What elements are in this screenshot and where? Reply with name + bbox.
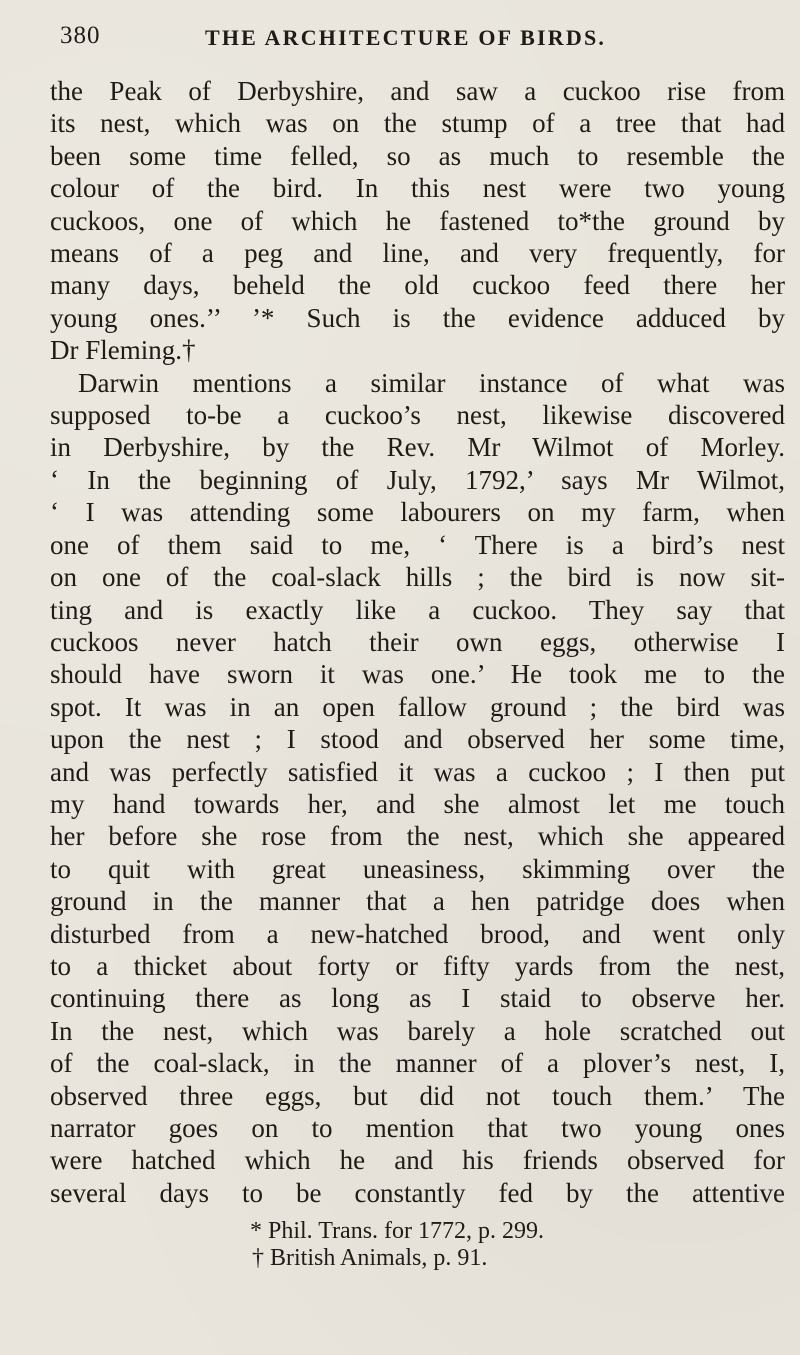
- text-line: one of them said to me, ‘ There is a bird’s nest: [50, 529, 785, 560]
- text-line: of the coal-slack, in the manner of a plover’s nest, I,: [50, 1048, 785, 1079]
- text-line: ‘ I was attending some labourers on my farm, when: [50, 497, 785, 528]
- text-line: continuing there as long as I staid to observe her.: [50, 983, 785, 1014]
- footnote-1: * Phil. Trans. for 1772, p. 299.: [250, 1218, 545, 1244]
- text-line: to a thicket about forty or fifty yards from the nest,: [50, 950, 785, 981]
- text-line: Dr Fleming.†: [50, 335, 196, 366]
- text-line: ground in the manner that a hen patridge does when: [50, 886, 785, 917]
- text-line: its nest, which was on the stump of a tree that had: [50, 108, 785, 139]
- text-line: my hand towards her, and she almost let me touch: [50, 788, 785, 819]
- text-line: and was perfectly satisfied it was a cuckoo ; I then put: [50, 756, 785, 787]
- text-line: Darwin mentions a similar instance of what was: [78, 367, 785, 398]
- chapter-title: THE ARCHITECTURE OF BIRDS.: [205, 25, 607, 50]
- text-line: in Derbyshire, by the Rev. Mr Wilmot of Morley.: [50, 432, 785, 463]
- text-line: upon the nest ; I stood and observed her some time,: [50, 724, 785, 755]
- text-line: many days, beheld the old cuckoo feed there her: [50, 270, 785, 301]
- text-line: her before she rose from the nest, which she appeared: [50, 821, 785, 852]
- text-line: to quit with great uneasiness, skimming over the: [50, 853, 785, 884]
- text-line: In the nest, which was barely a hole scratched out: [50, 1015, 785, 1046]
- text-line: cuckoos, one of which he fastened to*the ground by: [50, 205, 785, 236]
- text-line: several days to be constantly fed by the attentive: [50, 1177, 785, 1208]
- text-line: should have sworn it was one.’ He took me to the: [50, 659, 785, 690]
- text-line: colour of the bird. In this nest were two young: [50, 173, 785, 204]
- text-line: supposed to-be a cuckoo’s nest, likewise discovered: [50, 400, 785, 431]
- text-line: cuckoos never hatch their own eggs, otherwise I: [50, 626, 785, 657]
- text-line: narrator goes on to mention that two young ones: [50, 1113, 785, 1143]
- text-line: disturbed from a new-hatched brood, and went only: [50, 918, 785, 949]
- body-text: [50, 75, 785, 1209]
- footnote-2: † British Animals, p. 91.: [252, 1245, 488, 1271]
- text-line: observed three eggs, but did not touch them.’ The: [50, 1080, 785, 1111]
- footnotes: [250, 1218, 750, 1272]
- text-line: means of a peg and line, and very frequently, for: [50, 238, 785, 269]
- text-line: ting and is exactly like a cuckoo. They say that: [50, 594, 785, 625]
- page-number: 380: [60, 22, 101, 49]
- text-line: young ones.’’ ’* Such is the evidence adduced by: [50, 302, 785, 333]
- text-line: ‘ In the beginning of July, 1792,’ says Mr Wilmot,: [50, 464, 785, 495]
- running-head: [60, 22, 760, 62]
- text-line: on one of the coal-slack hills ; the bird is now sit-: [50, 562, 785, 593]
- text-line: were hatched which he and his friends observed for: [50, 1145, 785, 1176]
- text-line: the Peak of Derbyshire, and saw a cuckoo rise from: [50, 76, 785, 106]
- text-line: been some time felled, so as much to resemble the: [50, 140, 785, 171]
- text-line: spot. It was in an open fallow ground ; the bird was: [50, 691, 785, 722]
